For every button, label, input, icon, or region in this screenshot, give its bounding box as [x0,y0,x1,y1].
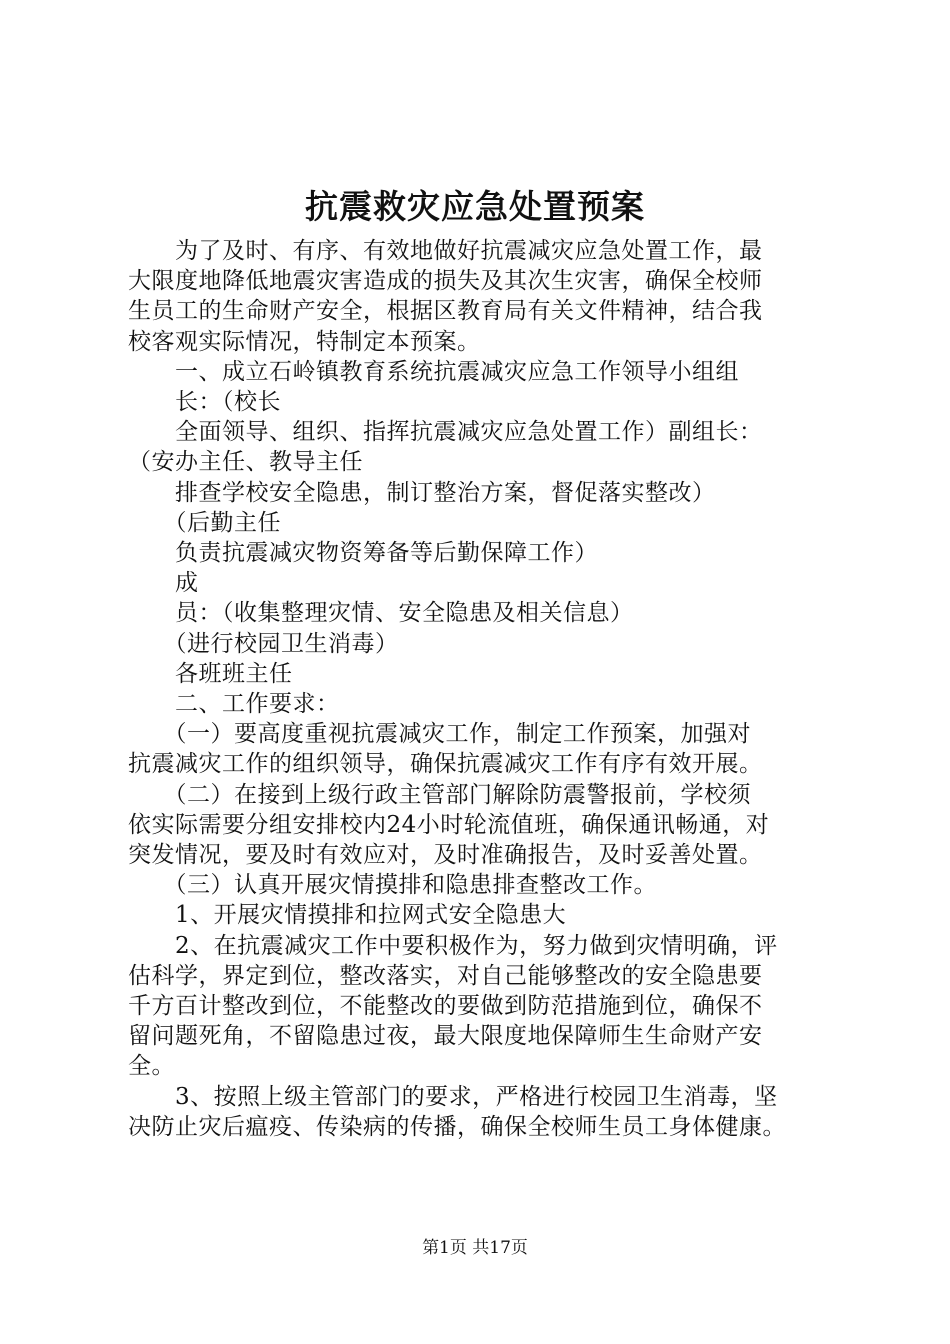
body-line: 排查学校安全隐患，制订整治方案，督促落实整改） [128,479,716,506]
body-line: （安办主任、教导主任 [128,449,363,476]
document-body [128,236,838,1142]
body-line: 抗震减灾工作的组织领导，确保抗震减灾工作有序有效开展。 [128,751,763,778]
body-line: 生员工的生命财产安全，根据区教育局有关文件精神，结合我 [128,298,763,325]
body-line: （二）在接到上级行政主管部门解除防震警报前，学校须 [128,781,751,808]
body-line: 员：（收集整理灾情、安全隐患及相关信息） [128,600,634,627]
body-line: 二、工作要求： [128,691,340,718]
body-line: （三）认真开展灾情摸排和隐患排查整改工作。 [128,872,657,899]
body-line: 为了及时、有序、有效地做好抗震减灾应急处置工作，最 [128,238,763,264]
body-line: 一、成立石岭镇教育系统抗震减灾应急工作领导小组组 [128,358,739,385]
body-line: 3、按照上级主管部门的要求，严格进行校园卫生消毒，坚 [128,1083,778,1110]
body-line: 成 [128,570,199,597]
body-line: 校客观实际情况，特制定本预案。 [128,328,481,355]
body-line: （一）要高度重视抗震减灾工作，制定工作预案，加强对 [128,721,751,748]
body-line: 全面领导、组织、指挥抗震减灾应急处置工作）副组长： [128,419,763,446]
body-line: 千方百计整改到位，不能整改的要做到防范措施到位，确保不 [128,993,763,1020]
body-line: 大限度地降低地震灾害造成的损失及其次生灾害，确保全校师 [128,268,763,295]
body-line: 全。 [128,1053,175,1080]
document-title: 抗震救灾应急处置预案 [305,187,645,226]
body-line: 长：（校长 [128,389,281,416]
body-line: 负责抗震减灾物资筹备等后勤保障工作） [128,540,598,567]
page-number: 第1页 共17页 [422,1238,528,1258]
body-line: （后勤主任 [128,509,281,536]
body-line: （进行校园卫生消毒） [128,630,399,657]
body-line: 1、开展灾情摸排和拉网式安全隐患大 [128,902,567,929]
body-line: 决防止灾后瘟疫、传染病的传播，确保全校师生员工身体健康。 [128,1113,786,1140]
body-line: 留问题死角，不留隐患过夜，最大限度地保障师生生命财产安 [128,1023,763,1050]
body-line: 突发情况，要及时有效应对，及时准确报告，及时妥善处置。 [128,842,763,869]
body-line: 估科学，界定到位，整改落实，对自己能够整改的安全隐患要 [128,962,763,989]
body-line: 依实际需要分组安排校内24小时轮流值班，确保通讯畅通，对 [128,811,770,838]
body-line: 2、在抗震减灾工作中要积极作为，努力做到灾情明确，评 [128,932,778,959]
body-line: 各班班主任 [128,660,293,687]
